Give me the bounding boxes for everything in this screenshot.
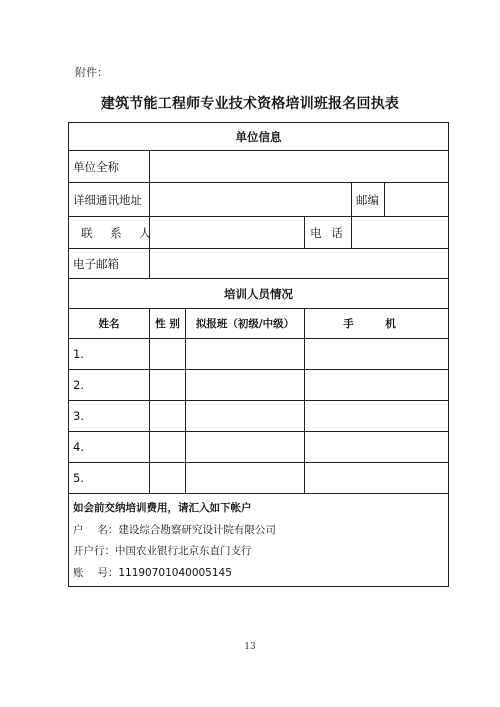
registration-form-table	[68, 122, 449, 587]
row-number: 1.	[69, 339, 150, 370]
mobile-cell[interactable]	[305, 401, 449, 432]
class-level-cell[interactable]	[186, 463, 305, 494]
class-level-cell[interactable]	[186, 401, 305, 432]
email-field[interactable]	[150, 249, 449, 279]
col-header-name: 姓名	[69, 309, 150, 339]
phone-label: 电 话	[305, 217, 352, 249]
unit-name-field[interactable]	[150, 151, 449, 183]
postcode-field[interactable]	[385, 183, 449, 217]
page-number: 13	[244, 642, 256, 652]
email-label: 电子邮箱	[69, 249, 150, 279]
payment-title: 如会前交纳培训费用，请汇入如下帐户	[73, 502, 252, 514]
gender-cell[interactable]	[150, 370, 186, 401]
address-field[interactable]	[150, 183, 352, 217]
row-number: 3.	[69, 401, 150, 432]
col-header-gender: 性 别	[150, 309, 186, 339]
unit-name-label: 单位全称	[69, 151, 150, 183]
postcode-label: 邮编	[352, 183, 385, 217]
gender-cell[interactable]	[150, 339, 186, 370]
table-row	[69, 432, 449, 463]
class-level-cell[interactable]	[186, 370, 305, 401]
gender-cell[interactable]	[150, 463, 186, 494]
table-row	[69, 339, 449, 370]
class-level-cell[interactable]	[186, 339, 305, 370]
address-label: 详细通讯地址	[69, 183, 150, 217]
bank-name: 开户行：中国农业银行北京东直门支行	[73, 545, 252, 557]
contact-label: 联 系 人	[69, 217, 150, 249]
contact-field[interactable]	[150, 217, 305, 249]
payment-info	[69, 494, 449, 587]
table-row	[69, 463, 449, 494]
col-header-mobile-text: 手 机	[343, 318, 410, 330]
gender-cell[interactable]	[150, 401, 186, 432]
mobile-cell[interactable]	[305, 339, 449, 370]
row-number: 2.	[69, 370, 150, 401]
mobile-cell[interactable]	[305, 463, 449, 494]
col-header-class-level: 拟报班（初级/中级）	[186, 309, 305, 339]
unit-section-title: 单位信息	[69, 123, 449, 151]
mobile-cell[interactable]	[305, 432, 449, 463]
phone-field[interactable]	[352, 217, 449, 249]
attachment-label: 附件：	[75, 66, 108, 79]
table-row	[69, 401, 449, 432]
account-name: 户 名：建设综合勘察研究设计院有限公司	[73, 523, 276, 536]
row-number: 5.	[69, 463, 150, 494]
class-level-cell[interactable]	[186, 432, 305, 463]
account-number: 账 号：11190701040005145	[73, 566, 232, 579]
row-number: 4.	[69, 432, 150, 463]
mobile-cell[interactable]	[305, 370, 449, 401]
col-header-mobile	[305, 309, 449, 339]
form-title: 建筑节能工程师专业技术资格培训班报名回执表	[100, 96, 400, 112]
table-row	[69, 370, 449, 401]
trainee-section-title: 培训人员情况	[69, 279, 449, 309]
gender-cell[interactable]	[150, 432, 186, 463]
